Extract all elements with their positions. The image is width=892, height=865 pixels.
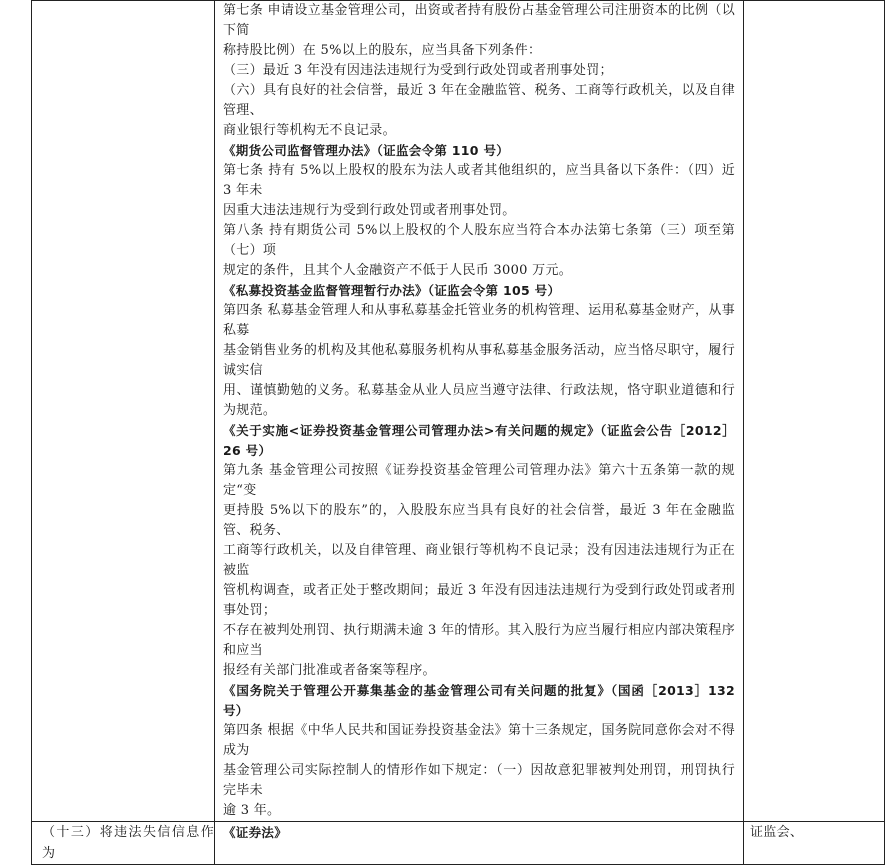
provision-line: 逾 3 年。 <box>223 803 281 818</box>
provision-line: 用、谨慎勤勉的义务。私募基金从业人员应当遵守法律、行政法规，恪守职业道德和行为规范。 <box>223 383 735 418</box>
regulation-table <box>31 0 885 865</box>
provision-line: 规定的条件，且其个人金融资产不低于人民币 3000 万元。 <box>223 263 573 278</box>
provision-line: 管机构调查，或者正处于整改期间；最近 3 年没有因违法违规行为受到行政处罚或者刑事处罚； <box>223 583 735 618</box>
measure-text: （十三）将违法失信信息作为 <box>42 825 214 861</box>
table-row <box>32 822 885 865</box>
provision-line: 第七条 持有 5%以上股权的股东为法人或者其他组织的，应当具备以下条件：（四）近 3 年未 <box>223 163 735 198</box>
agency-cell <box>744 822 885 865</box>
law-cell <box>215 822 744 865</box>
provision-line: 第七条 申请设立基金管理公司，出资或者持有股份占基金管理公司注册资本的比例（以下简 <box>223 3 735 38</box>
table-row <box>32 1 885 822</box>
provision-line: 工商等行政机关，以及自律管理、商业银行等机构不良记录；没有因违法违规行为正在被监 <box>223 543 735 578</box>
provision-line: 商业银行等机构无不良记录。 <box>223 123 396 138</box>
provision-line: （三）最近 3 年没有因违法违规行为受到行政处罚或者刑事处罚； <box>223 63 613 78</box>
provision-line: 基金管理公司实际控制人的情形作如下规定：（一）因故意犯罪被判处刑罚，刑罚执行完毕未 <box>223 763 735 798</box>
provision-line: 第四条 私募基金管理人和从事私募基金托管业务的机构管理、运用私募基金财产，从事私募 <box>223 303 735 338</box>
regulation-title: 《期货公司监督管理办法》（证监会令第 110 号） <box>223 143 510 158</box>
provisions-cell <box>215 1 744 822</box>
law-title: 《证券法》 <box>223 825 288 840</box>
provision-line: 称持股比例）在 5%以上的股东，应当具备下列条件： <box>223 43 542 58</box>
regulation-title: 《私募投资基金监督管理暂行办法》（证监会令第 105 号） <box>223 283 561 298</box>
provision-line: 更持股 5%以下的股东”的，入股股东应当具有良好的社会信誉，最近 3 年在金融监管、税务、 <box>223 503 735 538</box>
provisions-text <box>223 1 735 821</box>
regulation-table-frame <box>31 0 884 861</box>
regulation-title: 《关于实施<证券投资基金管理公司管理办法>有关问题的规定》（证监会公告［2012］26 号） <box>223 423 735 458</box>
provision-line: 因重大违法违规行为受到行政处罚或者刑事处罚。 <box>223 203 516 218</box>
provision-line: 不存在被判处刑罚、执行期满未逾 3 年的情形。其入股行为应当履行相应内部决策程序和应当 <box>223 623 735 658</box>
regulation-title: 《国务院关于管理公开募集基金的基金管理公司有关问题的批复》（国函［2013］132 号） <box>223 683 735 718</box>
left-cell <box>32 1 215 822</box>
provision-line: （六）具有良好的社会信誉，最近 3 年在金融监管、税务、工商等行政机关，以及自律管理、 <box>223 83 735 118</box>
right-cell <box>744 1 885 822</box>
provision-line: 第八条 持有期货公司 5%以上股权的个人股东应当符合本办法第七条第（三）项至第（七）项 <box>223 223 735 258</box>
provision-line: 基金销售业务的机构及其他私募服务机构从事私募基金服务活动，应当恪尽职守，履行诚实信 <box>223 343 735 378</box>
agency-text: 证监会、 <box>750 825 804 840</box>
provision-line: 报经有关部门批准或者备案等程序。 <box>223 663 436 678</box>
provision-line: 第四条 根据《中华人民共和国证券投资基金法》第十三条规定，国务院同意你会对不得成为 <box>223 723 735 758</box>
provision-line: 第九条 基金管理公司按照《证券投资基金管理公司管理办法》第六十五条第一款的规定“变 <box>223 463 735 498</box>
measure-cell <box>32 822 215 865</box>
